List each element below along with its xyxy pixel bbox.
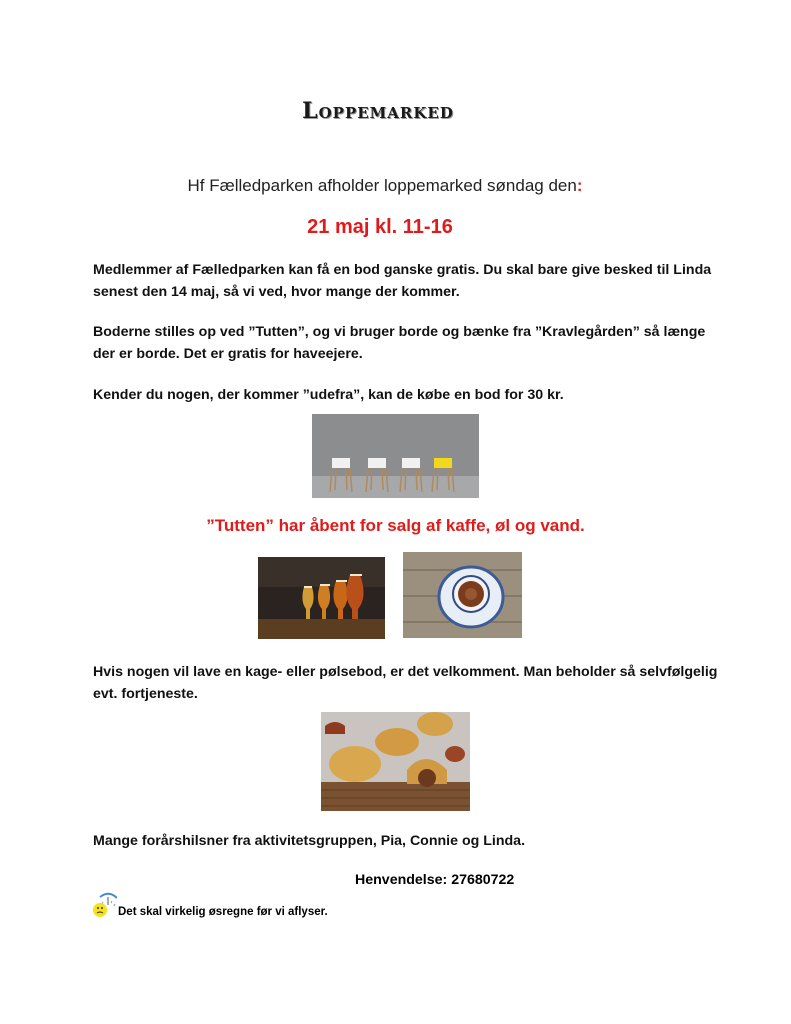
- chairs-image: [312, 414, 479, 498]
- event-date: 21 maj kl. 11-16: [307, 216, 453, 238]
- paragraph-booths: Boderne stilles op ved ”Tutten”, og vi bruger borde og bænke fra ”Kravlegården” så længe der er borde. Det er gratis for haveejere.: [93, 324, 706, 362]
- tutten-open-line: ”Tutten” har åbent for salg af kaffe, øl og vand.: [206, 516, 585, 535]
- paragraph-greetings: Mange forårshilsner fra aktivitetsgruppen, Pia, Connie og Linda.: [93, 833, 526, 849]
- intro-text: Hf Fælledparken afholder loppemarked søndag den: [187, 176, 577, 195]
- paragraph-food-booth: Hvis nogen vil lave en kage- eller pølsebod, er det velkomment. Man beholder så selvfølgelig evt. fortjeneste.: [93, 664, 718, 702]
- cakes-image: [321, 712, 470, 811]
- intro-line: [0, 176, 770, 196]
- page-title: Loppemarked: [302, 98, 454, 124]
- rain-umbrella-smiley-icon: [91, 892, 117, 920]
- beer-glasses-image: [258, 557, 385, 639]
- contact-phone: Henvendelse: 27680722: [355, 872, 515, 888]
- paragraph-outsiders: Kender du nogen, der kommer ”udefra”, kan de købe en bod for 30 kr.: [93, 387, 564, 403]
- footer-note: Det skal virkelig øsregne før vi aflyser.: [118, 906, 328, 918]
- coffee-cup-image: [403, 552, 522, 638]
- intro-colon: :: [576, 176, 583, 195]
- paragraph-membership: Medlemmer af Fælledparken kan få en bod ganske gratis. Du skal bare give besked til Linda senest den 14 maj, så vi ved, hvor mange der kommer.: [93, 262, 712, 300]
